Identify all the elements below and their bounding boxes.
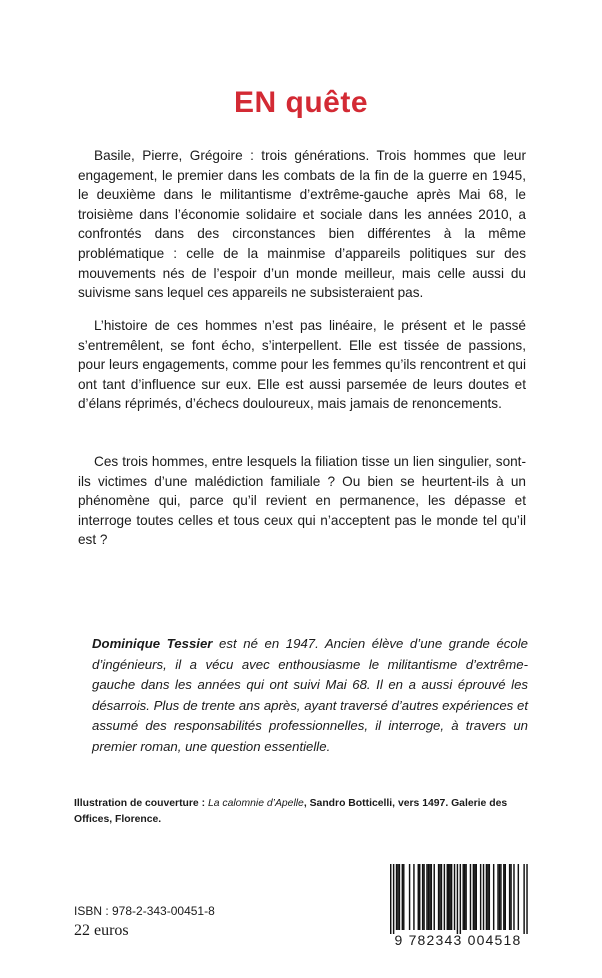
barcode-bar-15 bbox=[429, 864, 430, 930]
credit-artwork-title: La calomnie d’Apelle bbox=[207, 798, 304, 809]
barcode-bar-22 bbox=[447, 864, 448, 930]
price: 22 euros bbox=[74, 922, 129, 939]
barcode-bar-44 bbox=[500, 864, 501, 930]
barcode-bar-13 bbox=[426, 864, 427, 930]
barcode-bar-50 bbox=[518, 864, 519, 930]
barcode-bar-48 bbox=[510, 864, 511, 930]
barcode-bar-12 bbox=[423, 864, 424, 930]
barcode-bar-6 bbox=[403, 864, 404, 930]
cover-illustration-credit bbox=[74, 796, 532, 828]
barcode-bar-25 bbox=[451, 864, 452, 930]
barcode-bar-8 bbox=[413, 864, 414, 930]
barcode-bar-5 bbox=[402, 864, 403, 930]
barcode-bar-46 bbox=[505, 864, 506, 930]
barcode-bar-49 bbox=[513, 864, 514, 930]
barcode-bar-32 bbox=[470, 864, 471, 930]
barcode-bar-11 bbox=[422, 864, 423, 930]
barcode-bar-30 bbox=[464, 864, 465, 930]
isbn: ISBN : 978-2-343-00451-8 bbox=[74, 904, 215, 918]
barcode-bar-24 bbox=[449, 864, 450, 930]
barcode-bar-26 bbox=[454, 864, 455, 930]
barcode-bar-33 bbox=[473, 864, 474, 930]
barcode-bar-3 bbox=[397, 864, 398, 930]
book-title: EN quête bbox=[233, 86, 369, 119]
barcode-bar-39 bbox=[487, 864, 488, 930]
summary-paragraph-3: Ces trois hommes, entre lesquels la filiation tisse un lien singulier, sont-ils victimes d’une malédiction familiale ? Ou bien se heurtent-ils à un phénomène qui, parce qu’il revient en permanence, les dépasse et interroge toutes celles et tous ceux qui n’acceptent pas le monde tel qu’il est ? bbox=[78, 454, 526, 548]
barcode-bar-16 bbox=[431, 864, 432, 930]
barcode-bar-47 bbox=[509, 864, 510, 930]
barcode-bar-41 bbox=[493, 864, 494, 930]
barcode-bar-21 bbox=[444, 864, 445, 930]
credit-prefix: Illustration de couverture : bbox=[74, 798, 208, 809]
barcode-bar-36 bbox=[480, 864, 481, 930]
summary-paragraph-2: L’histoire de ces hommes n’est pas linéaire, le présent et le passé s’entremêlent, se font écho, s’interpellent. Elle est tissée de passions, pour leurs engagements, comme pour les femmes qu’ils rencontrent et qui ont tant d’influence sur eux. Elle est aussi parsemée de leurs doutes et d’élans réprimés, d’échecs douloureux, mais jamais de renoncements. bbox=[78, 318, 526, 412]
barcode bbox=[384, 864, 528, 950]
barcode-bar-14 bbox=[428, 864, 429, 930]
barcode-bar-1 bbox=[393, 864, 394, 934]
barcode-bar-29 bbox=[463, 864, 464, 930]
barcode-bar-23 bbox=[448, 864, 449, 930]
barcode-digits: 9 782343 004518 bbox=[394, 932, 522, 948]
barcode-bar-35 bbox=[476, 864, 477, 930]
barcode-bar-52 bbox=[526, 864, 527, 934]
barcode-bar-45 bbox=[503, 864, 504, 930]
credit-suffix: , Sandro Botticelli, vers 1497. Galerie des Offices, Florence. bbox=[74, 798, 508, 825]
barcode-bar-42 bbox=[497, 864, 498, 930]
barcode-bar-10 bbox=[419, 864, 420, 930]
author-biography bbox=[92, 634, 528, 758]
barcode-bar-2 bbox=[396, 864, 397, 930]
author-name: Dominique Tessier bbox=[92, 636, 213, 651]
barcode-bar-40 bbox=[489, 864, 490, 930]
barcode-bar-18 bbox=[438, 864, 439, 930]
barcode-bar-7 bbox=[409, 864, 410, 930]
barcode-bar-0 bbox=[390, 864, 391, 934]
barcode-bar-37 bbox=[483, 864, 484, 930]
barcode-bar-9 bbox=[418, 864, 419, 930]
barcode-bar-43 bbox=[499, 864, 500, 930]
barcode-bars bbox=[384, 864, 528, 934]
summary-paragraph-1: Basile, Pierre, Grégoire : trois générations. Trois hommes que leur engagement, le premier dans les combats de la fin de la guerre en 1945, le deuxième dans le militantisme d’extrême-gauche après Mai 68, le troisième dans l’économie solidaire et sociale dans les années 2010, a confrontés dans des circonstances bien différentes à la même problématique : celle de la mainmise d’appareils politiques sur des mouvements nés de l’espoir d’un monde meilleur, mais celle aussi du suivisme sans lequel ces appareils ne subsisteraient pas. bbox=[78, 148, 526, 301]
barcode-bar-51 bbox=[523, 864, 524, 934]
barcode-bar-27 bbox=[457, 864, 458, 934]
barcode-bar-28 bbox=[460, 864, 461, 934]
barcode-bar-31 bbox=[465, 864, 466, 930]
barcode-bar-4 bbox=[399, 864, 400, 930]
barcode-bar-34 bbox=[474, 864, 475, 930]
author-bio-text: est né en 1947. Ancien élève d’une grande école d’ingénieurs, il a vécu avec enthousiasme le militantisme d’extrême-gauche dans les années qui ont suivi Mai 68. Il en a aussi éprouvé les désarrois. Plus de trente ans après, ayant traversé d’autres expériences et assumé des responsabilités professionnelles, il interroge, à travers un premier roman, une question essentielle. bbox=[92, 636, 528, 754]
barcode-bar-38 bbox=[486, 864, 487, 930]
barcode-bar-17 bbox=[434, 864, 435, 930]
barcode-bar-19 bbox=[439, 864, 440, 930]
barcode-bar-20 bbox=[441, 864, 442, 930]
